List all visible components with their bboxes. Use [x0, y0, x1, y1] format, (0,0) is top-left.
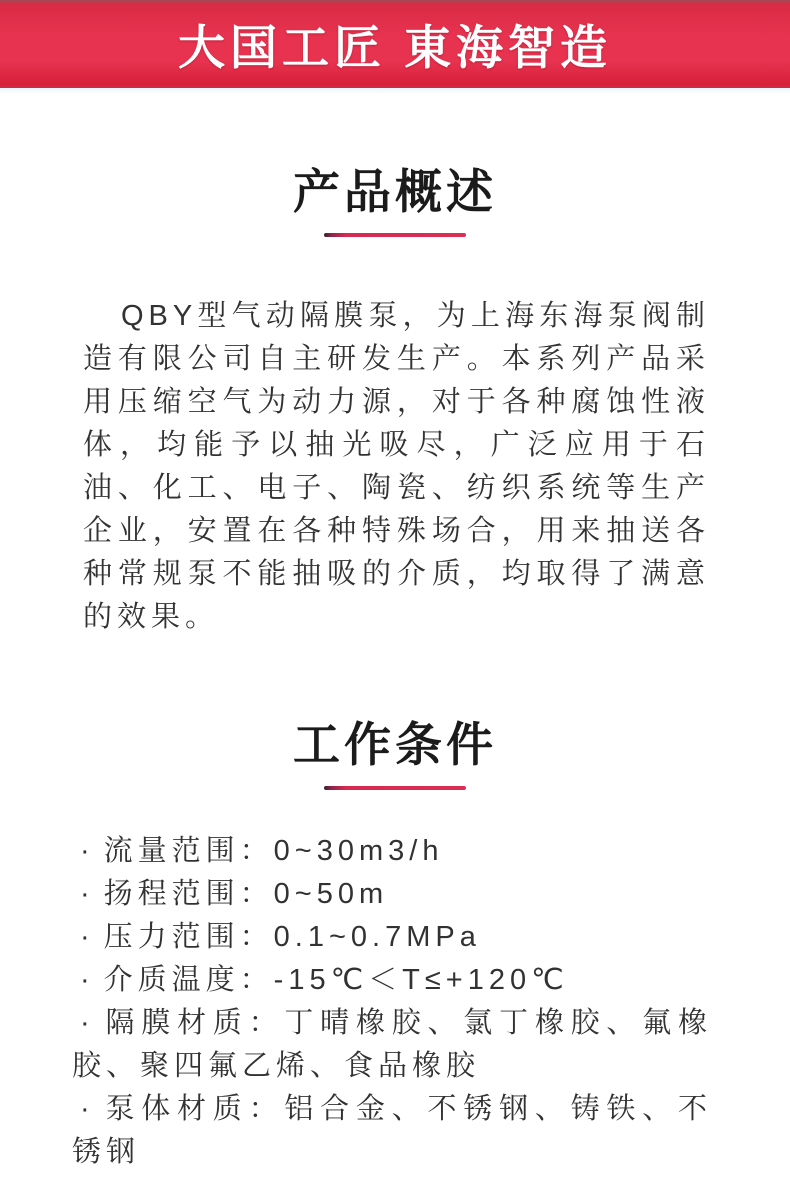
conditions-title-underline [324, 786, 466, 790]
list-item-pump-body-material [72, 1088, 712, 1174]
condition-text: 泵体材质：铝合金、不锈钢、铸铁、不锈钢 [72, 1093, 712, 1168]
condition-text: 介质温度：-15℃＜T≤+120℃ [103, 964, 569, 996]
list-item-medium-temperature [72, 959, 712, 1002]
bullet-dot-icon: · [80, 1007, 95, 1039]
overview-section-title: 产品概述 [293, 165, 497, 218]
condition-text: 流量范围：0~30m3/h [103, 835, 444, 867]
section-overview [0, 94, 790, 639]
bullet-dot-icon: · [80, 921, 95, 953]
list-item-diaphragm-material [72, 1002, 712, 1088]
condition-text: 扬程范围：0~50m [103, 878, 389, 910]
conditions-list [72, 830, 712, 1174]
bullet-dot-icon: · [80, 835, 95, 867]
condition-text: 隔膜材质：丁晴橡胶、氯丁橡胶、氟橡胶、聚四氟乙烯、食品橡胶 [72, 1007, 712, 1082]
overview-title-underline [324, 233, 466, 237]
bullet-dot-icon: · [80, 964, 95, 996]
bullet-dot-icon: · [80, 878, 95, 910]
top-banner [0, 0, 790, 88]
condition-text: 压力范围：0.1~0.7MPa [103, 921, 481, 953]
section-conditions [0, 639, 790, 1174]
conditions-section-title: 工作条件 [293, 718, 497, 771]
banner-title: 大国工匠 東海智造 [177, 20, 613, 74]
list-item-pressure-range [72, 916, 712, 959]
list-item-head-range [72, 873, 712, 916]
bullet-dot-icon: · [80, 1093, 95, 1125]
overview-paragraph: QBY型气动隔膜泵，为上海东海泵阀制造有限公司自主研发生产。本系列产品采用压缩空气为动力源，对于各种腐蚀性液体，均能予以抽光吸尽，广泛应用于石油、化工、电子、陶瓷、纺织系统等生产企业，安置在各种特殊场合，用来抽送各种常规泵不能抽吸的介质，均取得了满意的效果。 [83, 300, 710, 633]
list-item-flow-range [72, 830, 712, 873]
